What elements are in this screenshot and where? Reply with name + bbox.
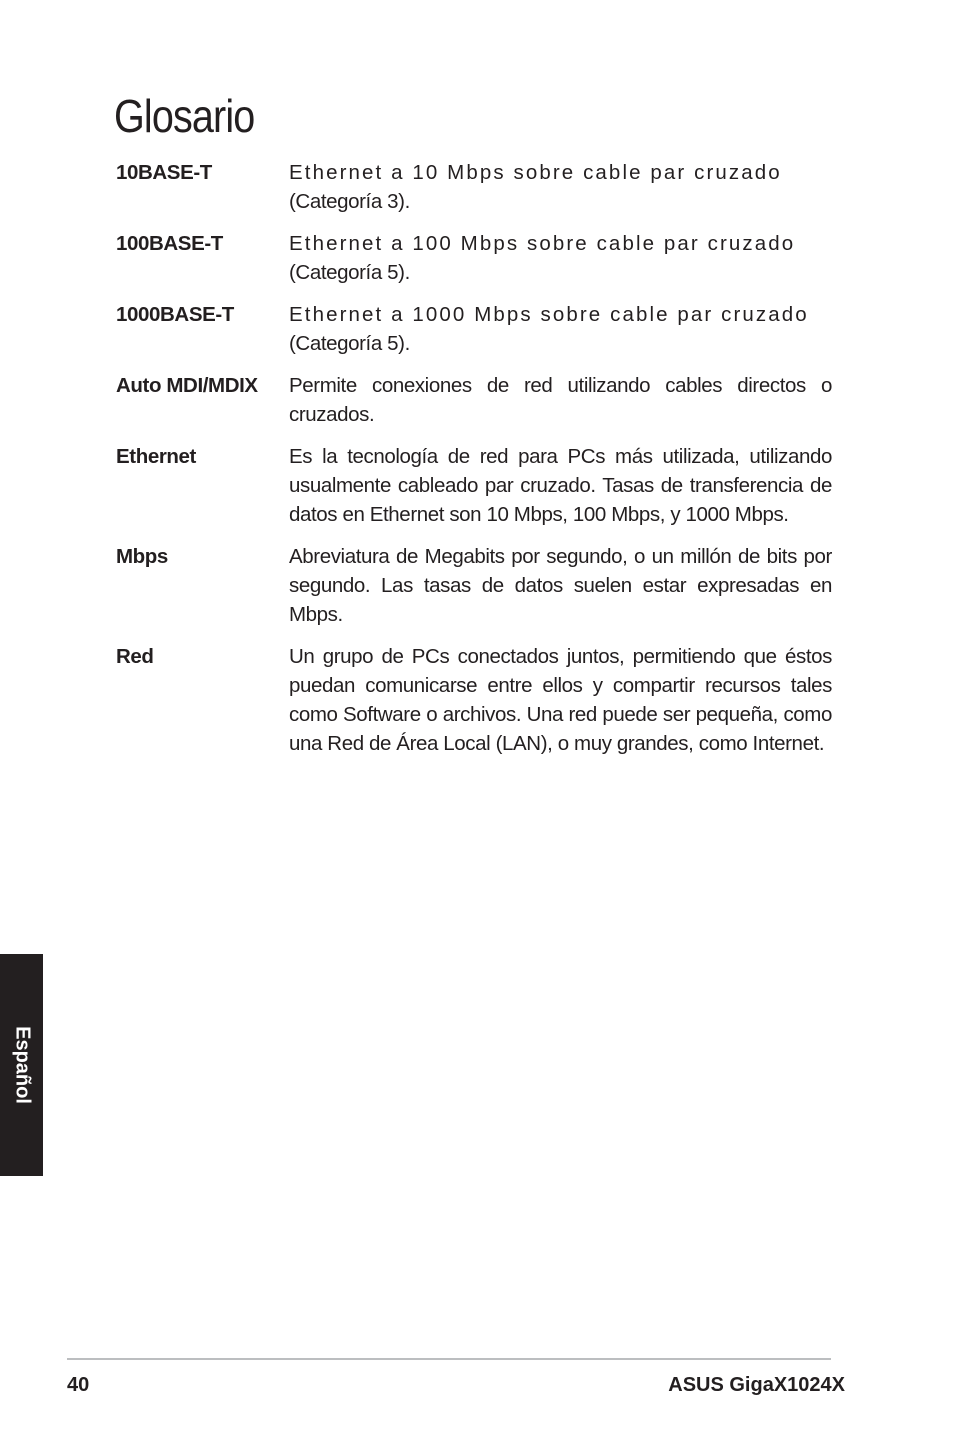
glossary-term: Red (116, 645, 154, 668)
glossary-entry (116, 542, 832, 629)
glossary-definition: Es la tecnología de red para PCs más utilizada, utilizando usualmente cableado par cruzado. Tasas de transferencia de datos en Ethernet son 10 Mbps, 100 Mbps, y 1000 Mbps. (289, 445, 832, 526)
glossary-term: Ethernet (116, 445, 196, 468)
glossary-term: 1000BASE-T (116, 303, 234, 326)
language-side-tab (0, 954, 43, 1176)
product-name: ASUS GigaX1024X (668, 1374, 845, 1396)
glossary-definition: Un grupo de PCs conectados juntos, permitiendo que éstos puedan comunicarse entre ellos y compartir recursos tales como Software o archivos. Una red puede ser pequeña, como una Red de Área Local (LAN), o muy grandes, como Internet. (289, 645, 832, 755)
glossary-list (116, 158, 832, 771)
definition-line: (Categoría 5). (289, 261, 410, 284)
page-title: Glosario (114, 90, 255, 142)
glossary-definition (289, 300, 832, 358)
glossary-entry (116, 371, 832, 429)
glossary-term: Mbps (116, 545, 168, 568)
glossary-entry (116, 158, 832, 216)
glossary-definition (289, 158, 832, 216)
glossary-term: Auto MDI/MDIX (116, 374, 258, 397)
glossary-definition: Abreviatura de Megabits por segundo, o un millón de bits por segundo. Las tasas de datos suelen estar expresadas en Mbps. (289, 545, 832, 626)
definition-line: Ethernet a 10 Mbps sobre cable par cruzado (289, 161, 782, 184)
glossary-entry (116, 642, 832, 758)
page-number: 40 (67, 1374, 90, 1396)
definition-line: (Categoría 5). (289, 332, 410, 355)
definition-line: (Categoría 3). (289, 190, 410, 213)
definition-line: Ethernet a 1000 Mbps sobre cable par cruzado (289, 303, 809, 326)
glossary-term: 100BASE-T (116, 232, 223, 255)
glossary-definition (289, 229, 832, 287)
language-label: Español (11, 1026, 33, 1104)
definition-line: Ethernet a 100 Mbps sobre cable par cruzado (289, 232, 796, 255)
glossary-entry (116, 229, 832, 287)
glossary-entry (116, 442, 832, 529)
glossary-entry (116, 300, 832, 358)
footer-divider (67, 1358, 831, 1360)
glossary-term: 10BASE-T (116, 161, 212, 184)
glossary-definition: Permite conexiones de red utilizando cables directos o cruzados. (289, 374, 832, 426)
